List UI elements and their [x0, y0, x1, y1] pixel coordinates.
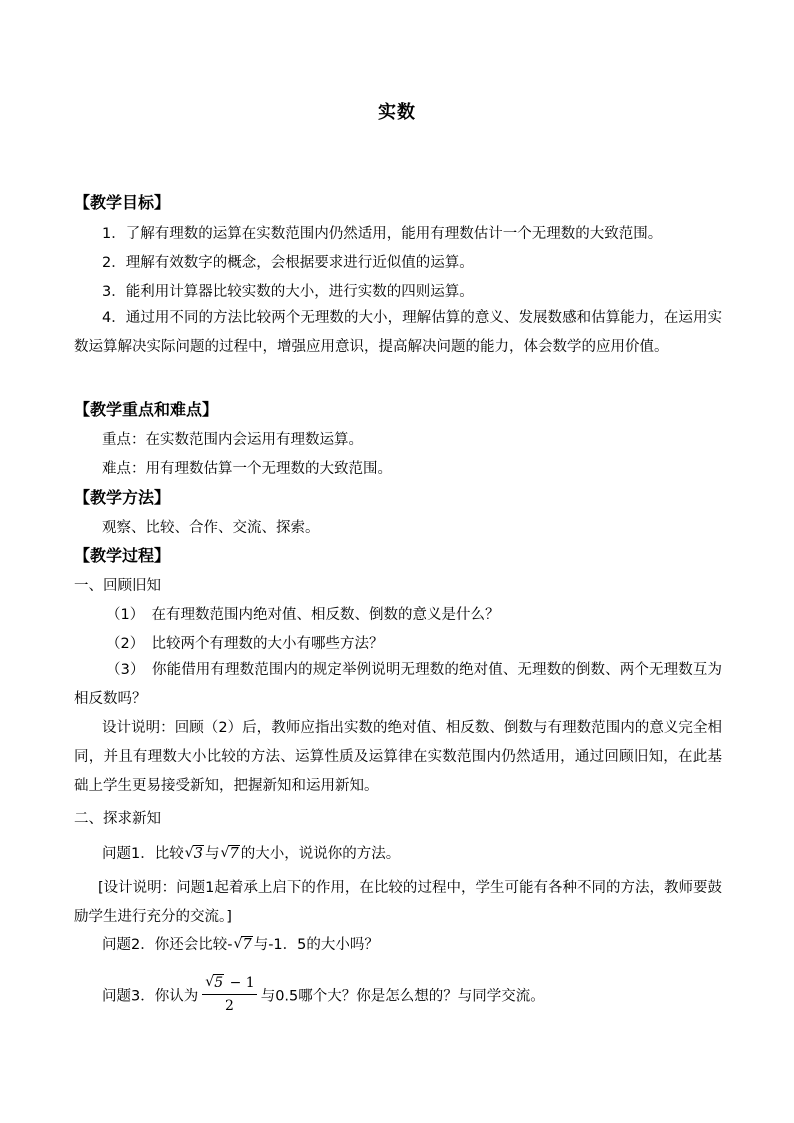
- sqrt-symbol: √ 7: [233, 936, 252, 953]
- review-question-3: （3） 你能借用有理数范围内的规定举例说明无理数的绝对值、无理数的倒数、两个无理数互为相反数吗？: [74, 662, 722, 707]
- fraction-denominator: 2: [225, 998, 234, 1014]
- section-heading-methods: 【教学方法】: [74, 488, 171, 507]
- sqrt-symbol: √ 7: [220, 845, 239, 862]
- page-title: 实数: [378, 102, 416, 123]
- section-heading-goals: 【教学目标】: [74, 193, 171, 212]
- sqrt-symbol: √ 5: [205, 974, 224, 991]
- radicand: 7: [229, 846, 239, 862]
- methods-text: 观察、比较、合作、交流、探索。: [102, 520, 320, 536]
- question-2-suffix: 与-1．5的大小吗？: [253, 937, 379, 953]
- design-note-1: 设计说明：回顾（2）后，教师应指出实数的绝对值、相反数、倒数与有理数范围内的意义完全相同，并且有理数大小比较的方法、运算性质及运算律在实数范围内仍然适用，通过回顾旧知，在此基础上学生更易接受新知，把握新知和运用新知。: [74, 720, 722, 794]
- question-2-prefix: 问题2．你还会比较-: [102, 937, 233, 953]
- section-heading-process: 【教学过程】: [74, 546, 171, 565]
- goal-item-4: 4．通过用不同的方法比较两个无理数的大小，理解估算的意义、发展数感和估算能力，在运用实数运算解决实际问题的过程中，增强应用意识，提高解决问题的能力，体会数学的应用价值。: [74, 310, 722, 355]
- question-1-prefix: 问题1．比较: [102, 846, 184, 862]
- difficult-point: 难点：用有理数估算一个无理数的大致范围。: [102, 461, 392, 477]
- design-note-2: [设计说明：问题1起着承上启下的作用，在比较的过程中，学生可能有各种不同的方法，教师要鼓励学生进行充分的交流。]: [74, 880, 722, 925]
- question-3-prefix: 问题3．你认为: [102, 988, 199, 1005]
- fraction: [202, 972, 256, 1017]
- section-heading-key-points: 【教学重点和难点】: [74, 400, 219, 419]
- goal-item-3: 3．能利用计算器比较实数的大小，进行实数的四则运算。: [102, 284, 474, 300]
- radicand: 7: [242, 937, 252, 953]
- review-question-2: （2） 比较两个有理数的大小有哪些方法？: [106, 636, 384, 652]
- fraction-numerator: √ 5 − 1: [202, 972, 256, 995]
- radicand: 3: [193, 846, 203, 862]
- subsection-heading-review: 一、回顾旧知: [74, 578, 161, 594]
- question-1: [102, 842, 400, 863]
- question-1-mid: 与: [204, 846, 220, 862]
- question-1-suffix: 的大小，说说你的方法。: [240, 846, 401, 862]
- question-3-suffix: 与0.5哪个大？你是怎么想的？与同学交流。: [260, 988, 545, 1005]
- goal-item-1: 1．了解有理数的运算在实数范围内仍然适用，能用有理数估计一个无理数的大致范围。: [102, 226, 663, 242]
- sqrt-symbol: √ 3: [184, 845, 203, 862]
- question-3: [102, 974, 545, 1019]
- subsection-heading-explore: 二、探求新知: [74, 811, 161, 827]
- review-question-1: （1） 在有理数范围内绝对值、相反数、倒数的意义是什么？: [106, 607, 500, 623]
- question-2: [102, 933, 379, 954]
- key-point: 重点：在实数范围内会运用有理数运算。: [102, 432, 363, 448]
- goal-item-2: 2．理解有效数字的概念，会根据要求进行近似值的运算。: [102, 255, 474, 271]
